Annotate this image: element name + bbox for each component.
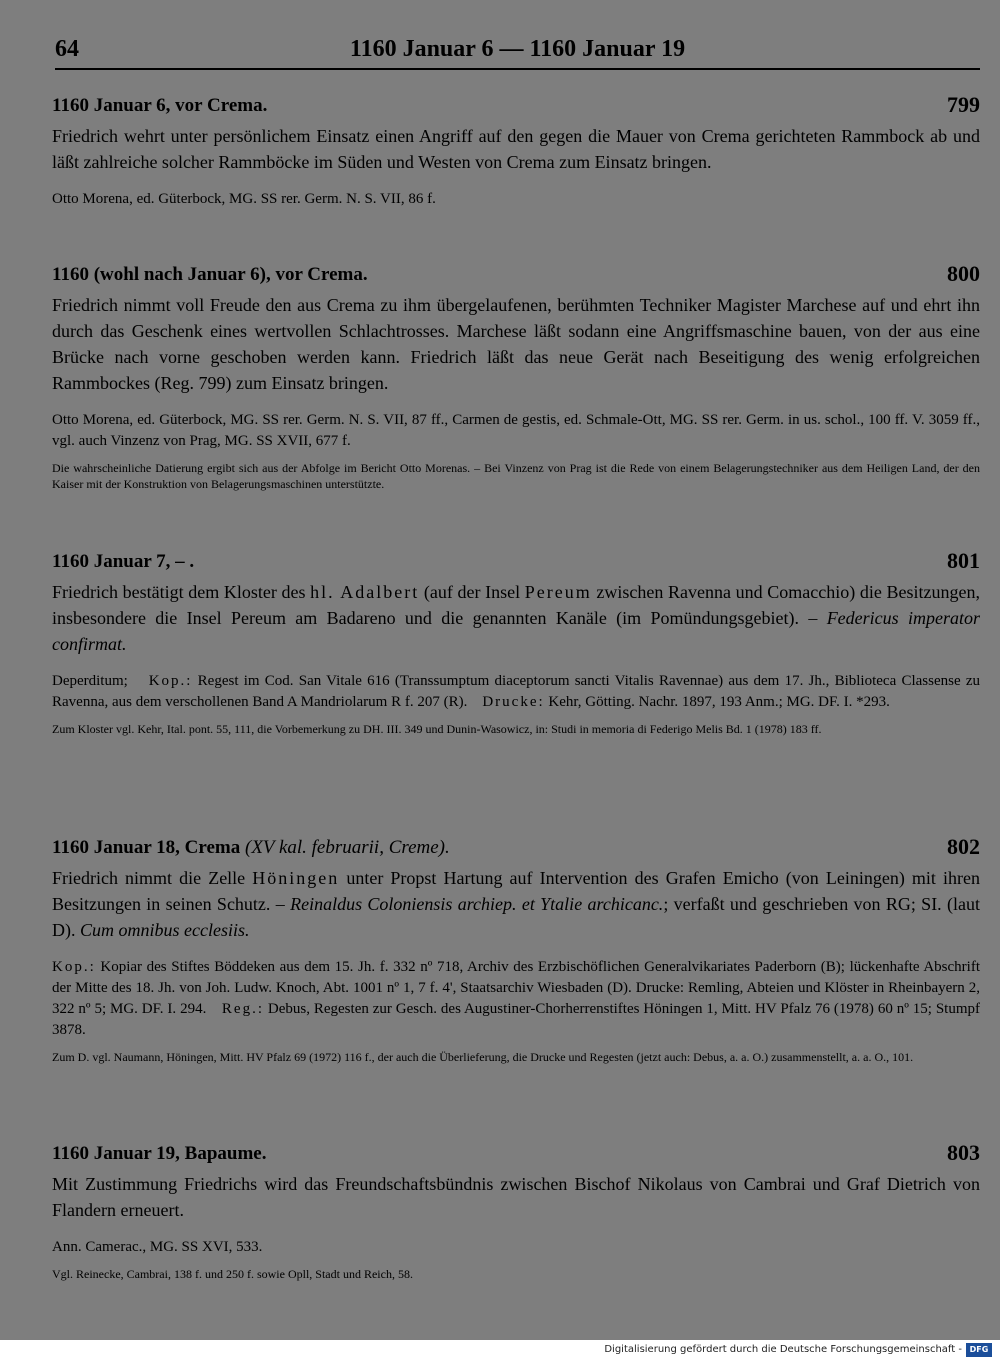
footer-credit: Digitalisierung gefördert durch die Deutsche Forschungsgemeinschaft - <box>604 1344 962 1355</box>
entry-date: 1160 Januar 18, Crema (XV kal. februarii, Creme). <box>52 837 450 858</box>
entry-summary: Friedrich nimmt voll Freude den aus Crema zu ihm übergelaufenen, berühmten Techniker Magister Marchese auf und ehrt ihn durch das Geschenk eines wertvollen Schlachtrosses. Marchese läßt sodann eine Angriffsmaschine bauen, von der aus eine Brücke nach vorne geschoben werden kann. Friedrich läßt das neue Gerät nach Beseitigung des wenig erfolgreichen Rammbockes (Reg. 799) zum Einsatz bringen. <box>52 295 980 393</box>
entry-date: 1160 Januar 6, vor Crema. <box>52 95 268 116</box>
entry-number: 802 <box>947 834 980 859</box>
entry-sources: Otto Morena, ed. Güterbock, MG. SS rer. Germ. N. S. VII, 86 f. <box>52 191 436 207</box>
entry-summary: Friedrich nimmt die Zelle Höningen unter Propst Hartung auf Intervention des Grafen Emicho (von Leiningen) mit ihren Besitzungen in seinen Schutz. – Reinaldus Coloniensis archiep. et Ytalie archicanc.; verfaßt und geschrieben von RG; SI. (laut D). Cum omnibus ecclesiis. <box>52 868 980 940</box>
regest-entry-800 <box>52 261 980 492</box>
dfg-logo-icon: DFG <box>966 1343 992 1357</box>
entry-summary: Mit Zustimmung Friedrichs wird das Freundschaftsbündnis zwischen Bischof Nikolaus von Cambrai und Graf Dietrich von Flandern erneuert. <box>52 1174 980 1220</box>
entry-note: Zum D. vgl. Naumann, Höningen, Mitt. HV Pfalz 69 (1972) 116 f., der auch die Überlieferung, die Drucke und Regesten (jetzt auch: Debus, a. a. O.) zusammenstellt, a. a. O., 101. <box>52 1050 914 1064</box>
page-number: 64 <box>55 36 79 62</box>
entry-summary: Friedrich bestätigt dem Kloster des hl. Adalbert (auf der Insel Pereum zwischen Ravenna und Comacchio) die Besitzungen, insbesondere die Insel Pereum am Badareno und die genannten Kanäle (im Pomündungsgebiet). – Federicus imperator confirmat. <box>52 582 980 654</box>
entry-note: Zum Kloster vgl. Kehr, Ital. pont. 55, 111, die Vorbemerkung zu DH. III. 349 und Dunin-Wasowicz, in: Studi in memoria di Federigo Melis Bd. 1 (1978) 183 ff. <box>52 722 822 736</box>
regest-entry-803 <box>52 1140 980 1282</box>
regest-entry-799 <box>52 92 980 210</box>
entry-number: 801 <box>947 548 980 573</box>
entry-date: 1160 Januar 7, – . <box>52 551 195 572</box>
page-header <box>55 36 980 70</box>
entry-sources: Otto Morena, ed. Güterbock, MG. SS rer. Germ. N. S. VII, 87 ff., Carmen de gestis, ed. Schmale-Ott, MG. SS rer. Germ. in us. schol., 100 ff. V. 3059 ff., vgl. auch Vinzenz von Prag, MG. SS XVII, 677 f. <box>52 412 980 449</box>
entry-sources: Kop.: Kopiar des Stiftes Böddeken aus dem 15. Jh. f. 332 nº 718, Archiv des Erzbischöflichen Generalvikariates Paderborn (B); lückenhafte Abschrift der Mitte des 18. Jh. von Joh. Ludw. Knoch, Abt. 1001 nº 1, 7 f. 4', Staatsarchiv Wiesbaden (D). Drucke: Remling, Abteien und Klöster in Rheinbayern 2, 322 nº 5; MG. DF. I. 294. Reg.: Debus, Regesten zur Gesch. des Augustiner-Chorherrenstiftes Höningen 1, Mitt. HV Pfalz 76 (1978) 60 nº 15; Stumpf 3878. <box>52 959 984 1038</box>
entry-number: 800 <box>947 261 980 286</box>
entry-sources: Deperditum; Kop.: Regest im Cod. San Vitale 616 (Transsumptum diaceptorum sancti Vitalis Ravennae) aus dem 17. Jh., Biblioteca Classense zu Ravenna, aus dem verschollenen Band A Mandriolarum R f. 207 (R). Drucke: Kehr, Götting. Nachr. 1897, 193 Anm.; MG. DF. I. *293. <box>52 673 984 710</box>
entry-note: Die wahrscheinliche Datierung ergibt sich aus der Abfolge im Bericht Otto Morenas. – Bei Vinzenz von Prag ist die Rede von einem Belagerungstechniker aus dem Heiligen Land, der den Kaiser mit der Konstruktion von Belagerungsmaschinen unterstützte. <box>52 461 980 491</box>
entry-date: 1160 (wohl nach Januar 6), vor Crema. <box>52 264 368 285</box>
footer-bar <box>0 1340 1000 1361</box>
regest-entry-801 <box>52 548 984 737</box>
entry-number: 799 <box>947 92 980 117</box>
entry-note: Vgl. Reinecke, Cambrai, 138 f. und 250 f. sowie Opll, Stadt und Reich, 58. <box>52 1267 413 1281</box>
entry-date: 1160 Januar 19, Bapaume. <box>52 1143 267 1164</box>
regest-entry-802 <box>52 834 984 1065</box>
entry-sources: Ann. Camerac., MG. SS XVI, 533. <box>52 1239 263 1255</box>
page-title: 1160 Januar 6 — 1160 Januar 19 <box>349 36 686 62</box>
entry-number: 803 <box>947 1140 980 1165</box>
entry-summary: Friedrich wehrt unter persönlichem Einsatz einen Angriff auf den gegen die Mauer von Crema gerichteten Rammbock ab und läßt zahlreiche solcher Rammböcke im Süden und Westen von Crema zum Einsatz bringen. <box>52 126 980 172</box>
